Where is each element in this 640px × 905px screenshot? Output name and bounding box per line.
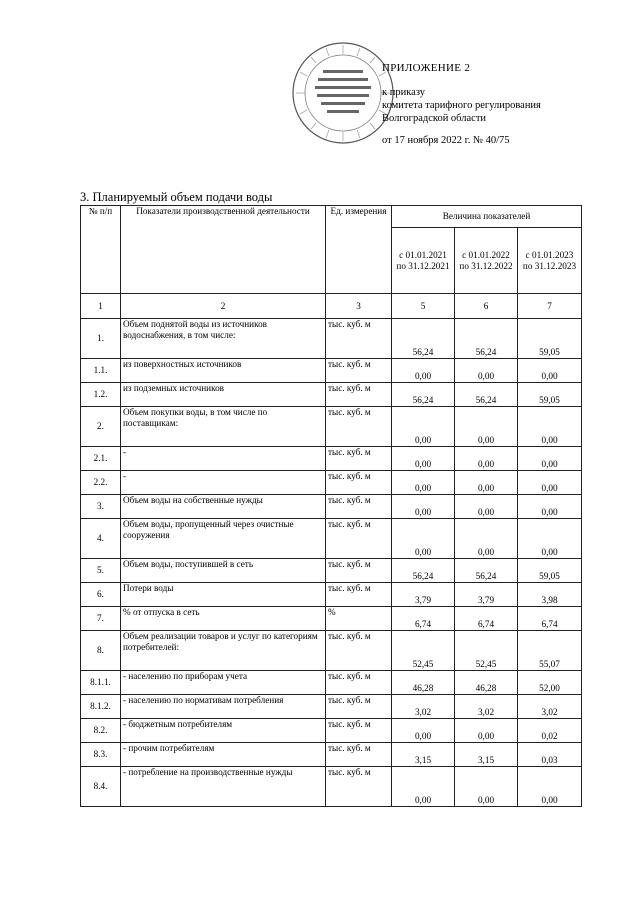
row-unit: тыс. куб. м — [326, 767, 392, 807]
row-value-2023: 0,00 — [518, 767, 582, 807]
row-value-2022: 0,00 — [455, 447, 518, 471]
row-number: 8. — [81, 631, 121, 671]
row-indicator-name: из поверхностных источников — [121, 359, 326, 383]
row-number: 3. — [81, 495, 121, 519]
row-indicator-name: - бюджетным потребителям — [121, 719, 326, 743]
row-unit: тыс. куб. м — [326, 559, 392, 583]
row-unit: тыс. куб. м — [326, 583, 392, 607]
section-title: 3. Планируемый объем подачи воды — [80, 190, 273, 204]
row-value-2021: 52,45 — [392, 631, 455, 671]
row-value-2023: 52,00 — [518, 671, 582, 695]
table-row — [81, 719, 582, 743]
table-row — [81, 519, 582, 559]
table-row — [81, 407, 582, 447]
header-period-2022: с 01.01.2022 по 31.12.2022 — [455, 228, 518, 294]
row-indicator-name: из подземных источников — [121, 383, 326, 407]
row-number: 8.1.2. — [81, 695, 121, 719]
row-unit: тыс. куб. м — [326, 631, 392, 671]
appendix-line-region: Волгоградской области — [382, 113, 487, 124]
row-value-2023: 59,05 — [518, 319, 582, 359]
table-row — [81, 767, 582, 807]
row-indicator-name: % от отпуска в сеть — [121, 607, 326, 631]
table-row — [81, 743, 582, 767]
row-value-2021: 0,00 — [392, 407, 455, 447]
row-indicator-name: - прочим потребителям — [121, 743, 326, 767]
table-body — [81, 294, 582, 807]
row-value-2023: 0,00 — [518, 407, 582, 447]
row-indicator-name: - населению по приборам учета — [121, 671, 326, 695]
index-row — [81, 294, 582, 319]
index-cell: 5 — [392, 294, 455, 319]
row-number: 2.2. — [81, 471, 121, 495]
row-number: 8.4. — [81, 767, 121, 807]
row-value-2021: 3,02 — [392, 695, 455, 719]
water-supply-table — [80, 205, 582, 807]
row-number: 8.3. — [81, 743, 121, 767]
row-value-2022: 3,79 — [455, 583, 518, 607]
row-value-2021: 3,79 — [392, 583, 455, 607]
row-value-2021: 46,28 — [392, 671, 455, 695]
row-value-2021: 0,00 — [392, 719, 455, 743]
row-unit: тыс. куб. м — [326, 383, 392, 407]
row-value-2021: 0,00 — [392, 359, 455, 383]
row-value-2021: 6,74 — [392, 607, 455, 631]
row-number: 5. — [81, 559, 121, 583]
table-row — [81, 559, 582, 583]
row-value-2021: 56,24 — [392, 383, 455, 407]
row-unit: тыс. куб. м — [326, 743, 392, 767]
appendix-line-committee: комитета тарифного регулирования — [382, 100, 541, 111]
header-unit: Ед. измерения — [326, 206, 392, 294]
table-row — [81, 359, 582, 383]
appendix-title: ПРИЛОЖЕНИЕ 2 — [382, 62, 471, 74]
row-value-2023: 0,00 — [518, 519, 582, 559]
official-seal-stamp — [290, 40, 396, 146]
row-value-2021: 0,00 — [392, 767, 455, 807]
row-unit: тыс. куб. м — [326, 519, 392, 559]
row-number: 4. — [81, 519, 121, 559]
row-value-2022: 52,45 — [455, 631, 518, 671]
row-number: 1.1. — [81, 359, 121, 383]
row-indicator-name: - — [121, 447, 326, 471]
row-indicator-name: Объем реализации товаров и услуг по категориям потребителей: — [121, 631, 326, 671]
row-value-2021: 56,24 — [392, 319, 455, 359]
row-value-2022: 0,00 — [455, 471, 518, 495]
row-value-2021: 0,00 — [392, 471, 455, 495]
row-value-2022: 3,15 — [455, 743, 518, 767]
row-indicator-name: Объем воды, поступившей в сеть — [121, 559, 326, 583]
row-unit: тыс. куб. м — [326, 407, 392, 447]
row-unit: тыс. куб. м — [326, 359, 392, 383]
table-row — [81, 471, 582, 495]
header-period-2021: с 01.01.2021 по 31.12.2021 — [392, 228, 455, 294]
table-row — [81, 671, 582, 695]
row-value-2022: 0,00 — [455, 719, 518, 743]
row-value-2022: 56,24 — [455, 559, 518, 583]
row-number: 1.2. — [81, 383, 121, 407]
row-value-2021: 0,00 — [392, 495, 455, 519]
row-unit: тыс. куб. м — [326, 719, 392, 743]
row-value-2023: 55,07 — [518, 631, 582, 671]
row-value-2023: 0,03 — [518, 743, 582, 767]
row-value-2022: 0,00 — [455, 767, 518, 807]
row-number: 2.1. — [81, 447, 121, 471]
appendix-line-order: к приказу — [382, 87, 425, 98]
row-value-2022: 6,74 — [455, 607, 518, 631]
row-unit: тыс. куб. м — [326, 495, 392, 519]
row-number: 6. — [81, 583, 121, 607]
header-name: Показатели производственной деятельности — [121, 206, 326, 294]
row-unit: тыс. куб. м — [326, 319, 392, 359]
row-value-2023: 3,98 — [518, 583, 582, 607]
index-cell: 6 — [455, 294, 518, 319]
appendix-date: от 17 ноября 2022 г. № 40/75 — [382, 135, 510, 146]
row-indicator-name: - потребление на производственные нужды — [121, 767, 326, 807]
row-value-2023: 59,05 — [518, 559, 582, 583]
index-cell: 1 — [81, 294, 121, 319]
row-value-2022: 0,00 — [455, 495, 518, 519]
row-indicator-name: Объем воды на собственные нужды — [121, 495, 326, 519]
row-indicator-name: Объем воды, пропущенный через очистные сооружения — [121, 519, 326, 559]
row-value-2022: 0,00 — [455, 519, 518, 559]
table-row — [81, 495, 582, 519]
row-value-2023: 0,02 — [518, 719, 582, 743]
row-value-2023: 0,00 — [518, 495, 582, 519]
row-unit: тыс. куб. м — [326, 671, 392, 695]
row-value-2022: 0,00 — [455, 359, 518, 383]
index-cell: 7 — [518, 294, 582, 319]
header-num: № п/п — [81, 206, 121, 294]
row-unit: тыс. куб. м — [326, 471, 392, 495]
row-value-2022: 46,28 — [455, 671, 518, 695]
index-cell: 3 — [326, 294, 392, 319]
table-row — [81, 447, 582, 471]
header-values: Величина показателей — [392, 206, 582, 228]
row-unit: тыс. куб. м — [326, 447, 392, 471]
row-value-2023: 59,05 — [518, 383, 582, 407]
table-row — [81, 583, 582, 607]
row-value-2021: 56,24 — [392, 559, 455, 583]
row-number: 7. — [81, 607, 121, 631]
row-indicator-name: Объем покупки воды, в том числе по поставщикам: — [121, 407, 326, 447]
row-number: 8.1.1. — [81, 671, 121, 695]
header-period-2023: с 01.01.2023 по 31.12.2023 — [518, 228, 582, 294]
index-cell: 2 — [121, 294, 326, 319]
row-indicator-name: - населению по нормативам потребления — [121, 695, 326, 719]
table-row — [81, 319, 582, 359]
row-value-2022: 56,24 — [455, 319, 518, 359]
row-value-2021: 0,00 — [392, 519, 455, 559]
row-value-2022: 0,00 — [455, 407, 518, 447]
table-row — [81, 631, 582, 671]
row-value-2022: 56,24 — [455, 383, 518, 407]
row-value-2023: 0,00 — [518, 447, 582, 471]
row-value-2022: 3,02 — [455, 695, 518, 719]
row-number: 8.2. — [81, 719, 121, 743]
row-value-2023: 3,02 — [518, 695, 582, 719]
row-indicator-name: Потери воды — [121, 583, 326, 607]
row-unit: тыс. куб. м — [326, 695, 392, 719]
row-indicator-name: - — [121, 471, 326, 495]
row-value-2021: 3,15 — [392, 743, 455, 767]
row-indicator-name: Объем поднятой воды из источников водоснабжения, в том числе: — [121, 319, 326, 359]
appendix-header — [382, 62, 622, 147]
row-value-2021: 0,00 — [392, 447, 455, 471]
row-value-2023: 0,00 — [518, 359, 582, 383]
table-row — [81, 383, 582, 407]
row-value-2023: 6,74 — [518, 607, 582, 631]
table-row — [81, 695, 582, 719]
row-value-2023: 0,00 — [518, 471, 582, 495]
row-number: 2. — [81, 407, 121, 447]
row-unit: % — [326, 607, 392, 631]
table-row — [81, 607, 582, 631]
row-number: 1. — [81, 319, 121, 359]
